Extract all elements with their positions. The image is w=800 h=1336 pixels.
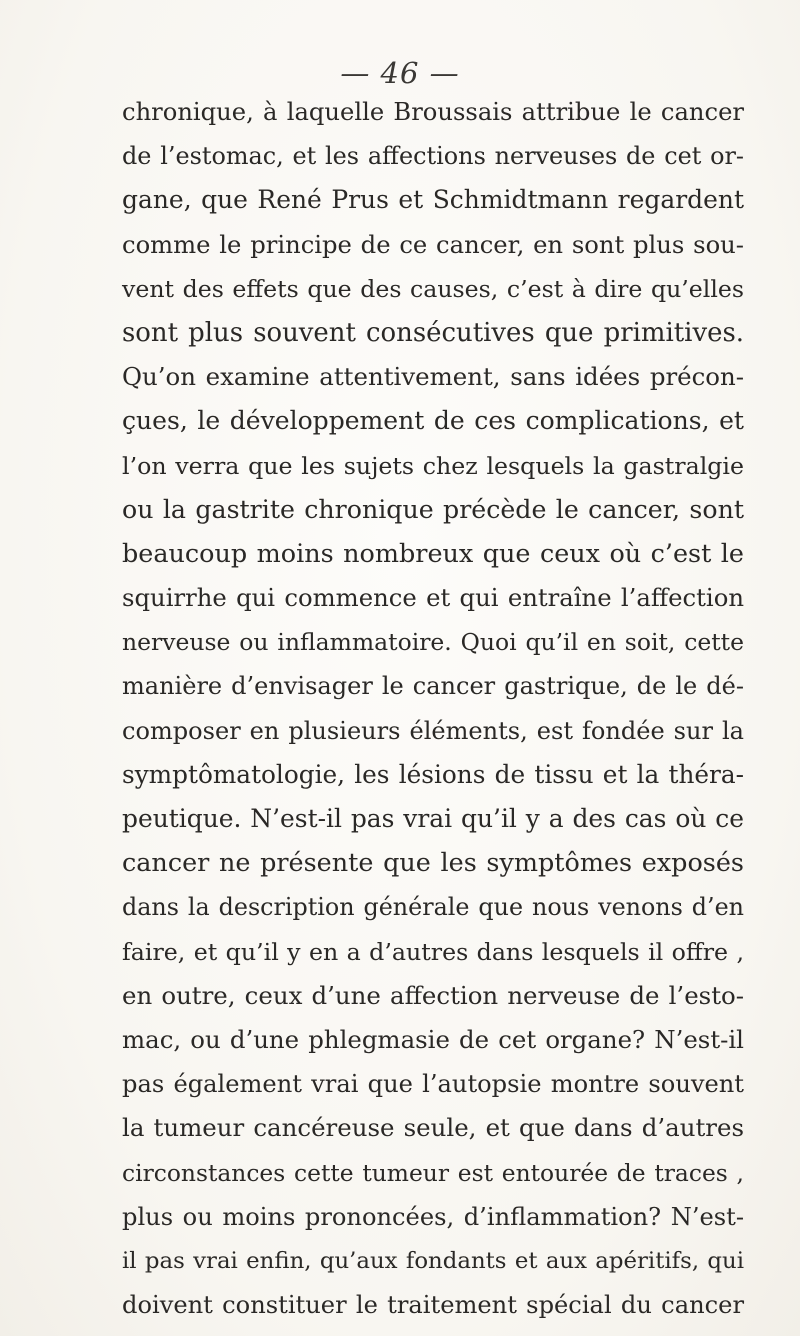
text-line: plus ou moins prononcées, d’inflammation? N’est-: [122, 1202, 744, 1231]
text-line: dans la description générale que nous venons d’en: [122, 893, 744, 922]
text-line: faire, et qu’il y en a d’autres dans lesquels il offre ,: [122, 937, 744, 966]
text-line: circonstances cette tumeur est entourée de traces ,: [122, 1158, 744, 1187]
text-line: la tumeur cancéreuse seule, et que dans d’autres: [122, 1113, 744, 1143]
text-line: en outre, ceux d’une affection nerveuse de l’esto-: [122, 980, 744, 1010]
text-line: il pas vrai enfin, qu’aux fondants et aux apéritifs, qui: [122, 1247, 744, 1274]
text-line: Qu’on examine attentivement, sans idées précon-: [122, 362, 744, 392]
text-line: peutique. N’est-il pas vrai qu’il y a des cas où ce: [122, 804, 744, 833]
text-line: de l’estomac, et les affections nerveuses de cet or-: [122, 142, 744, 171]
text-line: beaucoup moins nombreux que ceux où c’est le: [122, 538, 744, 569]
text-line: cancer ne présente que les symptômes exposés: [122, 848, 744, 879]
text-line: chronique, à laquelle Broussais attribue le cancer: [122, 98, 744, 126]
text-line: ou la gastrite chronique précède le cancer, sont: [122, 494, 744, 524]
text-line: pas également vrai que l’autopsie montre souvent: [122, 1070, 744, 1099]
text-line: symptômatologie, les lésions de tissu et la théra-: [122, 759, 744, 789]
text-line: l’on verra que les sujets chez lesquels la gastralgie: [122, 451, 744, 480]
text-line: gane, que René Prus et Schmidtmann regardent: [122, 185, 744, 215]
text-line: squirrhe qui commence et qui entraîne l’affection: [122, 583, 744, 613]
text-line: çues, le développement de ces complications, et: [122, 406, 744, 436]
text-line: doivent constituer le traitement spécial du cancer: [122, 1291, 744, 1320]
text-line: composer en plusieurs éléments, est fondée sur la: [122, 716, 744, 745]
body-text: [122, 90, 744, 1327]
text-line: sont plus souvent consécutives que primitives.: [122, 317, 744, 348]
page-number: — 46 —: [340, 56, 460, 90]
text-line: nerveuse ou inflammatoire. Quoi qu’il en soit, cette: [122, 628, 744, 657]
text-line: vent des effets que des causes, c’est à dire qu’elles: [122, 274, 744, 303]
text-line: mac, ou d’une phlegmasie de cet organe? N’est-il: [122, 1024, 744, 1054]
text-line: manière d’envisager le cancer gastrique, de le dé-: [122, 672, 744, 701]
text-line: comme le principe de ce cancer, en sont plus sou-: [122, 229, 744, 259]
